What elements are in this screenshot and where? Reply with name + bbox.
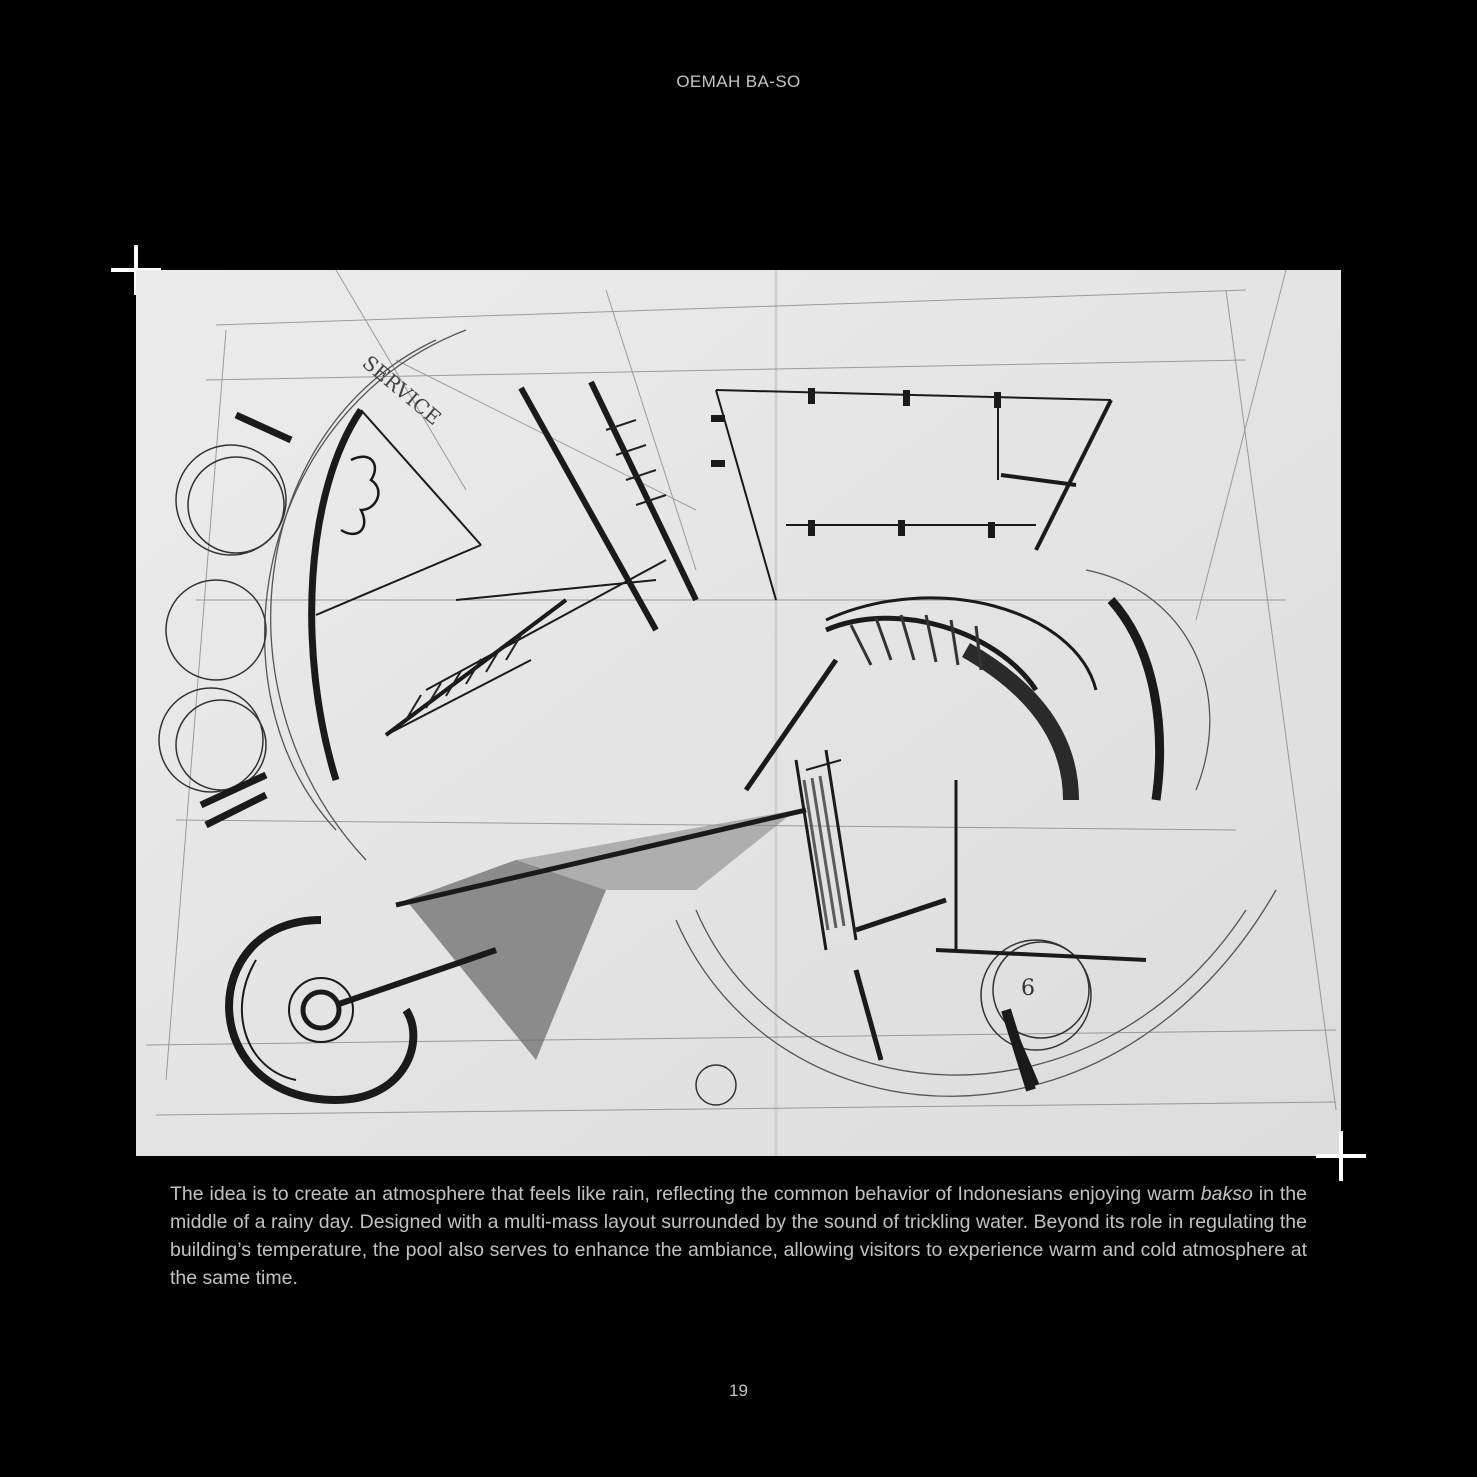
page-title: OEMAH BA-SO	[676, 72, 801, 91]
crop-mark-bottom-right-icon	[1316, 1131, 1366, 1181]
caption-paragraph	[170, 1180, 1307, 1292]
page-number: 19	[729, 1381, 748, 1400]
level-label: 6	[1021, 976, 1035, 1001]
architectural-sketch	[136, 270, 1341, 1156]
caption-text-part1: The idea is to create an atmosphere that feels like rain, reflecting the common behavior of Indonesians enjoying warm	[170, 1183, 1201, 1205]
caption-emphasis: bakso	[1200, 1183, 1253, 1205]
service-label: SERVICE	[357, 350, 446, 430]
caption-text-part2: in the middle of a rainy day. Designed with a multi-mass layout surrounded by the sound of trickling water. Beyond its role in regulating the building’s temperature, the pool also serves to enhance the ambiance, allowing visitors to experience warm and cold atmosphere at the same time.	[170, 1183, 1307, 1289]
site-plan-sketch	[136, 270, 1341, 1156]
